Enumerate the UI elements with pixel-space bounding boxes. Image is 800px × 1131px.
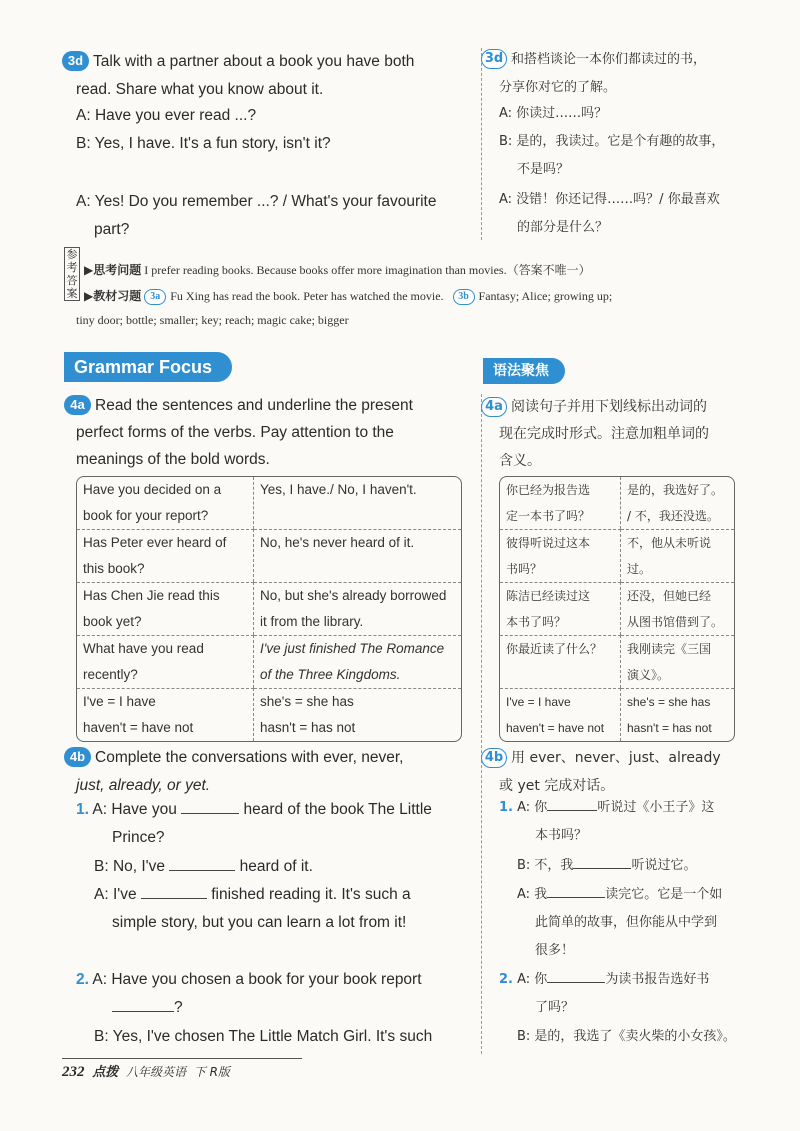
s3d-zh-line-3: 不是吗？ [517,162,570,177]
answer-blank[interactable] [547,897,605,898]
table-cell: 我刚读完《三国 演义》。 [621,635,734,688]
answer-3b-text: Fantasy; Alice; growing up; [478,289,613,303]
s3d-zh-line-4: A: 没错！你还记得……吗？/ 你最喜欢 [499,192,720,207]
s3d-en-line-3: A: Yes! Do you remember ...? / What's your favourite [76,193,437,210]
s4b-zh-c1-a2: A: 我 读完它。它是一个如 [517,887,723,902]
table-cell: 你最近读了什么？ [500,635,621,688]
table-cell: 陈洁已经读过这 本书了吗？ [500,582,621,635]
answer-label-1: 思考问题 [93,263,142,277]
answer-blank[interactable] [181,813,239,814]
s3d-en-line-1: A: Have you ever read ...? [76,107,257,124]
s3d-en-instr-1: Talk with a partner about a book you have both [93,53,415,70]
table-cell: 彼得听说过这本 书吗？ [500,529,621,582]
footer-volume: 下 R版 [193,1065,230,1079]
answer-text-1: I prefer reading books. Because books offer more imagination than movies.（答案不唯一） [144,263,591,277]
s4b-zh-c1-a2-cont1: 此简单的故事，但你能从中学到 [535,915,718,930]
s4b-number-badge: 4b [64,747,91,767]
table-cell: No, but she's already borrowed it from the library. [254,582,461,635]
table-cell: 不，他从未听说 过。 [621,529,734,582]
table-cell: Yes, I have./ No, I haven't. [260,482,417,497]
s3d-zh-number-badge: 3d [481,49,507,69]
table-cell: I've = I have haven't = have not [500,688,621,741]
s4a-zh-table [499,476,735,742]
s4b-c1-a2: A: I've finished reading it. It's such a [94,886,411,903]
answer-blank[interactable] [141,898,207,899]
s3d-zh-instructions [481,46,781,102]
answer-blank[interactable] [547,982,605,983]
answer-tag: 参考答案 [64,247,80,302]
s4b-zh-c2-a-cont: 了吗？ [535,1000,575,1015]
table-cell: I've = I have haven't = have not [77,688,254,741]
s3d-zh-instr-1: 和搭档谈论一本你们都读过的书， [511,52,707,67]
s4b-zh-c2-a: 2. A: 你 为读书报告选好书 [499,972,710,987]
s4b-zh-c1-a1-cont: 本书吗？ [535,828,588,843]
page-number: 232 [62,1064,85,1080]
s4b-c2-a-cont: ? [112,994,183,1022]
s4b-c2-b: B: Yes, I've chosen The Little Match Girl. It's such [94,1028,433,1045]
footer-brand: 点拨 [92,1065,119,1080]
s3d-en-line-4: part? [94,221,130,238]
answer-blank[interactable] [573,868,631,869]
s3d-zh-line-1: A: 你读过……吗？ [499,106,608,121]
triangle-icon: ▶ [84,289,94,303]
table-cell: Have you decided on a book for your report? [77,477,254,529]
s4b-zh-number-badge: 4b [481,748,507,768]
answer-3b-badge: 3b [453,289,475,305]
footer [62,1061,230,1081]
s3d-en-instructions [62,48,452,104]
table-cell: she's = she has hasn't = has not [254,688,461,741]
s4b-c1-a2-cont: simple story, but you can learn a lot from it! [112,914,407,931]
answer-label-2: 教材习题 [93,289,142,303]
s3d-zh-line-2: B: 是的，我读过。它是个有趣的故事， [499,134,725,149]
s3d-en-instr-2: read. Share what you know about it. [76,81,324,98]
table-cell: she's = she has hasn't = has not [621,688,734,741]
grammar-focus-banner: Grammar Focus [64,352,232,382]
s3d-en-line-2: B: Yes, I have. It's a fun story, isn't it? [76,135,331,152]
table-cell: What have you read recently? [77,635,254,688]
table-cell: 是的，我选好了。 / 不，我还没选。 [627,483,724,523]
s4b-zh-c1-a1: 1. A: 你 听说过《小王子》这 [499,800,715,815]
s4a-en-table [76,476,462,742]
s4b-c2-a: 2. A: Have you chosen a book for your book report [76,971,422,988]
table-cell: Has Peter ever heard of this book? [77,529,254,582]
triangle-icon: ▶ [84,263,94,277]
s4a-number-badge: 4a [64,395,91,415]
s4b-zh-c2-b: B: 是的，我选了《卖火柴的小女孩》。 [517,1029,736,1044]
answer-line-3: tiny door; bottle; smaller; key; reach; magic cake; bigger [76,313,349,327]
table-cell: I've just finished The Romance of the Three Kingdoms. [254,635,461,688]
column-divider-bottom [481,394,482,1054]
answer-3a-badge: 3a [144,289,166,305]
table-cell: 你已经为报告选 定一本书了吗？ [500,477,621,529]
answer-blank[interactable] [169,870,235,871]
s4b-zh-c1-b: B: 不，我 听说过它。 [517,858,697,873]
table-cell: 还没，但她已经 从图书馆借到了。 [621,582,734,635]
answer-3a-text: Fu Xing has read the book. Peter has watched the movie. [170,289,444,303]
table-cell: No, he's never heard of it. [254,529,461,582]
s4b-c1-a1-cont: Prince? [112,829,165,846]
s4a-en-instructions: 4a Read the sentences and underline the present perfect forms of the verbs. Pay attention to the meanings of the bold words. [64,392,464,473]
answer-blank[interactable] [547,810,597,811]
answer-line-1 [84,258,784,282]
s4a-zh-number-badge: 4a [481,397,507,417]
s4b-zh-c1-a2-cont2: 很多！ [535,943,575,958]
s4b-c1-a1: 1. A: Have you heard of the book The Little [76,801,432,818]
s4a-zh-instructions: 4a 阅读句子并用下划线标出动词的 现在完成时形式。注意加粗单词的 含义。 [481,394,781,475]
s3d-zh-instr-2: 分享你对它的了解。 [499,80,617,95]
s4b-zh-instructions: 4b 用 ever、never、just、already 或 yet 完成对话。 [481,744,781,800]
footer-rule [62,1058,302,1059]
answer-line-2 [84,284,794,308]
s3d-zh-line-5: 的部分是什么？ [517,220,609,235]
answer-blank[interactable] [112,1011,174,1012]
footer-book: 八年级英语 [126,1065,187,1079]
s4b-c1-b: B: No, I've heard of it. [94,858,313,875]
table-cell: Has Chen Jie read this book yet? [77,582,254,635]
grammar-focus-zh-banner: 语法聚焦 [483,358,565,384]
s4b-en-instructions: 4b Complete the conversations with ever, never, just, already, or yet. [64,744,464,800]
s3d-number-badge: 3d [62,51,89,71]
